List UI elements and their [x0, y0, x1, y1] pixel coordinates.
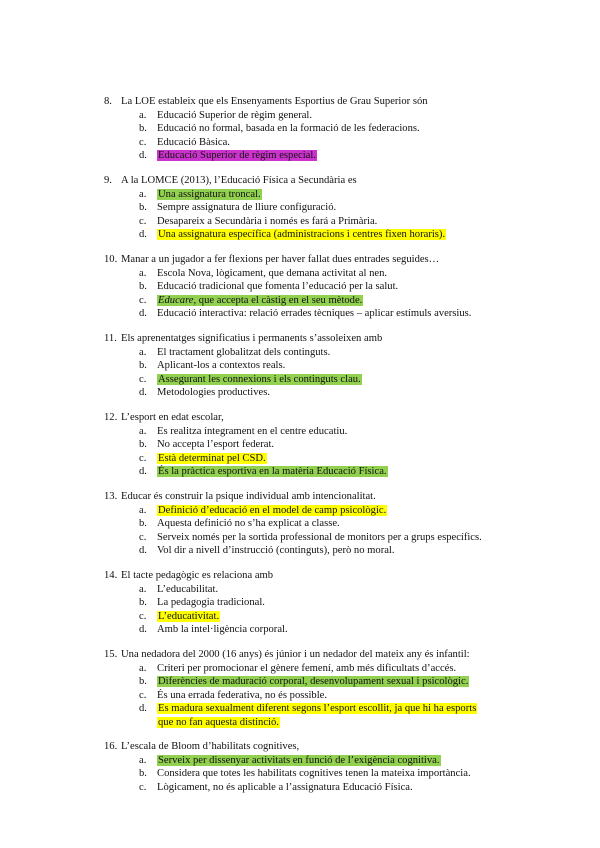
option-letter: b.	[139, 676, 147, 687]
option-a	[139, 346, 544, 360]
question-stem	[104, 95, 544, 109]
option-letter: d.	[139, 387, 147, 398]
question-number: 9.	[104, 175, 112, 186]
option-a	[139, 662, 544, 676]
option-text: Criteri per promocionar el gènere femení, amb més dificultats d’accés.	[157, 662, 457, 674]
option-b	[139, 675, 544, 689]
option-a	[139, 504, 544, 518]
option-letter: a.	[139, 109, 147, 121]
question-number: 10.	[104, 254, 118, 265]
highlighted-answer: És la pràctica esportiva en la matèria Educació Física.	[158, 466, 387, 477]
option-letter: c.	[139, 452, 147, 464]
highlighted-answer: Definició d’educació en el model de camp psicològic.	[158, 504, 387, 516]
option-d	[139, 386, 544, 400]
question-number: 15.	[104, 649, 118, 660]
highlighted-answer: L’educativitat.	[158, 610, 220, 622]
question-number: 8.	[104, 96, 112, 107]
option-letter: d.	[139, 229, 147, 240]
question-13	[104, 490, 544, 558]
question-16	[104, 740, 544, 794]
option-letter: d.	[139, 624, 147, 635]
highlighted-answer: Serveix per dissenyar activitats en funció de l’exigència cognitiva.	[158, 754, 440, 766]
option-text: Metodologies productives.	[157, 387, 270, 398]
option-d	[139, 228, 544, 242]
option-d	[139, 623, 544, 637]
question-12	[104, 411, 544, 479]
option-letter: b.	[139, 123, 147, 134]
highlighted-answer: Educació Superior de règim especial.	[158, 150, 316, 161]
option-a	[139, 267, 544, 281]
question-stem	[104, 332, 544, 346]
question-8	[104, 95, 544, 163]
option-letter: a.	[139, 188, 147, 200]
option-b	[139, 517, 544, 531]
option-text: L’educabilitat.	[157, 583, 219, 595]
highlighted-answer: Una assignatura específica (administracions i centres fixen horaris).	[158, 229, 446, 240]
question-stem	[104, 648, 544, 662]
option-d	[139, 149, 544, 163]
option-text: Considera que totes les habilitats cognitives tenen la mateixa importància.	[157, 768, 471, 779]
option-text: El tractament globalitzat dels continguts.	[157, 346, 331, 358]
option-letter: b.	[139, 360, 147, 371]
option-letter: b.	[139, 439, 147, 450]
question-stem	[104, 490, 544, 504]
question-text: Els aprenentatges significatius i permanents s’assoleixen amb	[121, 333, 383, 344]
question-15	[104, 648, 544, 729]
question-number: 14.	[104, 570, 118, 581]
question-number: 16.	[104, 741, 118, 752]
option-letter: c.	[139, 215, 147, 227]
question-11	[104, 332, 544, 400]
option-text: Escola Nova, lògicament, que demana activitat al nen.	[157, 267, 388, 279]
question-10	[104, 253, 544, 321]
option-letter: a.	[139, 425, 147, 437]
option-letter: c.	[139, 610, 147, 622]
option-a	[139, 109, 544, 123]
option-letter: d.	[139, 703, 147, 714]
option-a	[139, 754, 544, 768]
option-text: No accepta l’esport federat.	[157, 439, 275, 450]
question-text: Manar a un jugador a fer flexions per haver fallat dues entrades seguides…	[121, 254, 440, 265]
option-letter: c.	[139, 531, 147, 543]
option-letter: c.	[139, 294, 147, 306]
option-letter: b.	[139, 518, 147, 529]
option-c	[139, 373, 544, 387]
option-letter: c.	[139, 373, 147, 385]
question-text: L’escala de Bloom d’habilitats cognitives,	[121, 741, 300, 752]
option-text: Sempre assignatura de lliure configuració.	[157, 202, 337, 213]
option-text: Es realitza íntegrament en el centre educatiu.	[157, 425, 348, 437]
option-c	[139, 531, 544, 545]
option-letter: b.	[139, 281, 147, 292]
option-c	[139, 136, 544, 150]
option-b	[139, 438, 544, 452]
option-letter: c.	[139, 781, 147, 793]
option-d	[139, 465, 544, 479]
option-a	[139, 583, 544, 597]
option-text: , que accepta el càstig en el seu mètode.	[193, 294, 363, 306]
question-text: Una nedadora del 2000 (16 anys) és júnior i un nedador del mateix any és infantil:	[121, 649, 470, 660]
highlighted-answer: Una assignatura troncal.	[158, 188, 261, 200]
option-b	[139, 122, 544, 136]
option-text: Educació Bàsica.	[157, 136, 230, 148]
question-stem	[104, 253, 544, 267]
option-text: Aplicant-los a contextos reals.	[157, 360, 286, 371]
question-stem	[104, 740, 544, 754]
question-text: El tacte pedagògic es relaciona amb	[121, 570, 274, 581]
option-c	[139, 215, 544, 229]
option-text: Educació no formal, basada en la formació de les federacions.	[157, 123, 420, 134]
highlighted-answer: Diferències de maduració corporal, desenvolupament sexual i psicològic.	[158, 676, 469, 687]
option-letter: a.	[139, 346, 147, 358]
option-a	[139, 188, 544, 202]
option-letter: a.	[139, 583, 147, 595]
option-letter: a.	[139, 662, 147, 674]
option-a	[139, 425, 544, 439]
question-stem	[104, 174, 544, 188]
option-text: És una errada federativa, no és possible.	[157, 689, 328, 701]
question-text: Educar és construir la psique individual amb intencionalitat.	[121, 491, 376, 502]
option-c	[139, 452, 544, 466]
option-letter: d.	[139, 308, 147, 319]
question-number: 11.	[104, 333, 117, 344]
option-d	[139, 544, 544, 558]
option-letter: b.	[139, 597, 147, 608]
italic-term: Educare	[158, 294, 194, 306]
option-text: Lògicament, no és aplicable a l’assignatura Educació Física.	[157, 781, 413, 793]
question-9	[104, 174, 544, 242]
option-b	[139, 359, 544, 373]
option-text: Vol dir a nivell d’instrucció (continguts), però no moral.	[157, 545, 395, 556]
option-c	[139, 294, 544, 308]
option-text: Serveix només per la sortida professional de monitors per a grups específics.	[157, 531, 482, 543]
option-c	[139, 781, 544, 795]
question-14	[104, 569, 544, 637]
option-b	[139, 201, 544, 215]
option-letter: d.	[139, 545, 147, 556]
question-text: L’esport en edat escolar,	[121, 412, 224, 423]
option-text: Aquesta definició no s’ha explicat a classe.	[157, 518, 340, 529]
option-letter: d.	[139, 150, 147, 161]
option-text: Educació tradicional que fomenta l’educació per la salut.	[157, 281, 399, 292]
option-letter: a.	[139, 754, 147, 766]
option-text: Educació Superior de règim general.	[157, 109, 313, 121]
option-text: Amb la intel·ligència corporal.	[157, 624, 288, 635]
highlighted-answer: Està determinat pel CSD.	[158, 452, 266, 464]
option-letter: c.	[139, 136, 147, 148]
option-c	[139, 689, 544, 703]
option-text: Desapareix a Secundària i només es fará a Primària.	[157, 215, 378, 227]
question-stem	[104, 569, 544, 583]
highlighted-answer: Assegurant les connexions i els continguts clau.	[158, 373, 361, 385]
option-letter: d.	[139, 466, 147, 477]
option-letter: b.	[139, 768, 147, 779]
question-text: La LOE estableix que els Ensenyaments Esportius de Grau Superior són	[121, 96, 428, 107]
option-text: Educació interactiva: relació errades tècniques – aplicar estímuls aversius.	[157, 308, 472, 319]
option-letter: a.	[139, 504, 147, 516]
option-b	[139, 280, 544, 294]
option-letter: b.	[139, 202, 147, 213]
option-c	[139, 610, 544, 624]
option-b	[139, 596, 544, 610]
question-number: 12.	[104, 412, 118, 423]
option-text: La pedagogia tradicional.	[157, 597, 265, 608]
highlighted-answer	[157, 295, 363, 306]
option-d	[139, 702, 544, 729]
question-number: 13.	[104, 491, 118, 502]
highlighted-answer: Es madura sexualment diferent segons l’esport escollit, ja que hi ha esports que no fan aquesta distinció.	[158, 703, 477, 728]
option-letter: a.	[139, 267, 147, 279]
option-letter: c.	[139, 689, 147, 701]
option-d	[139, 307, 544, 321]
question-stem	[104, 411, 544, 425]
question-text: A la LOMCE (2013), l’Educació Física a Secundària es	[121, 175, 357, 186]
option-b	[139, 767, 544, 781]
